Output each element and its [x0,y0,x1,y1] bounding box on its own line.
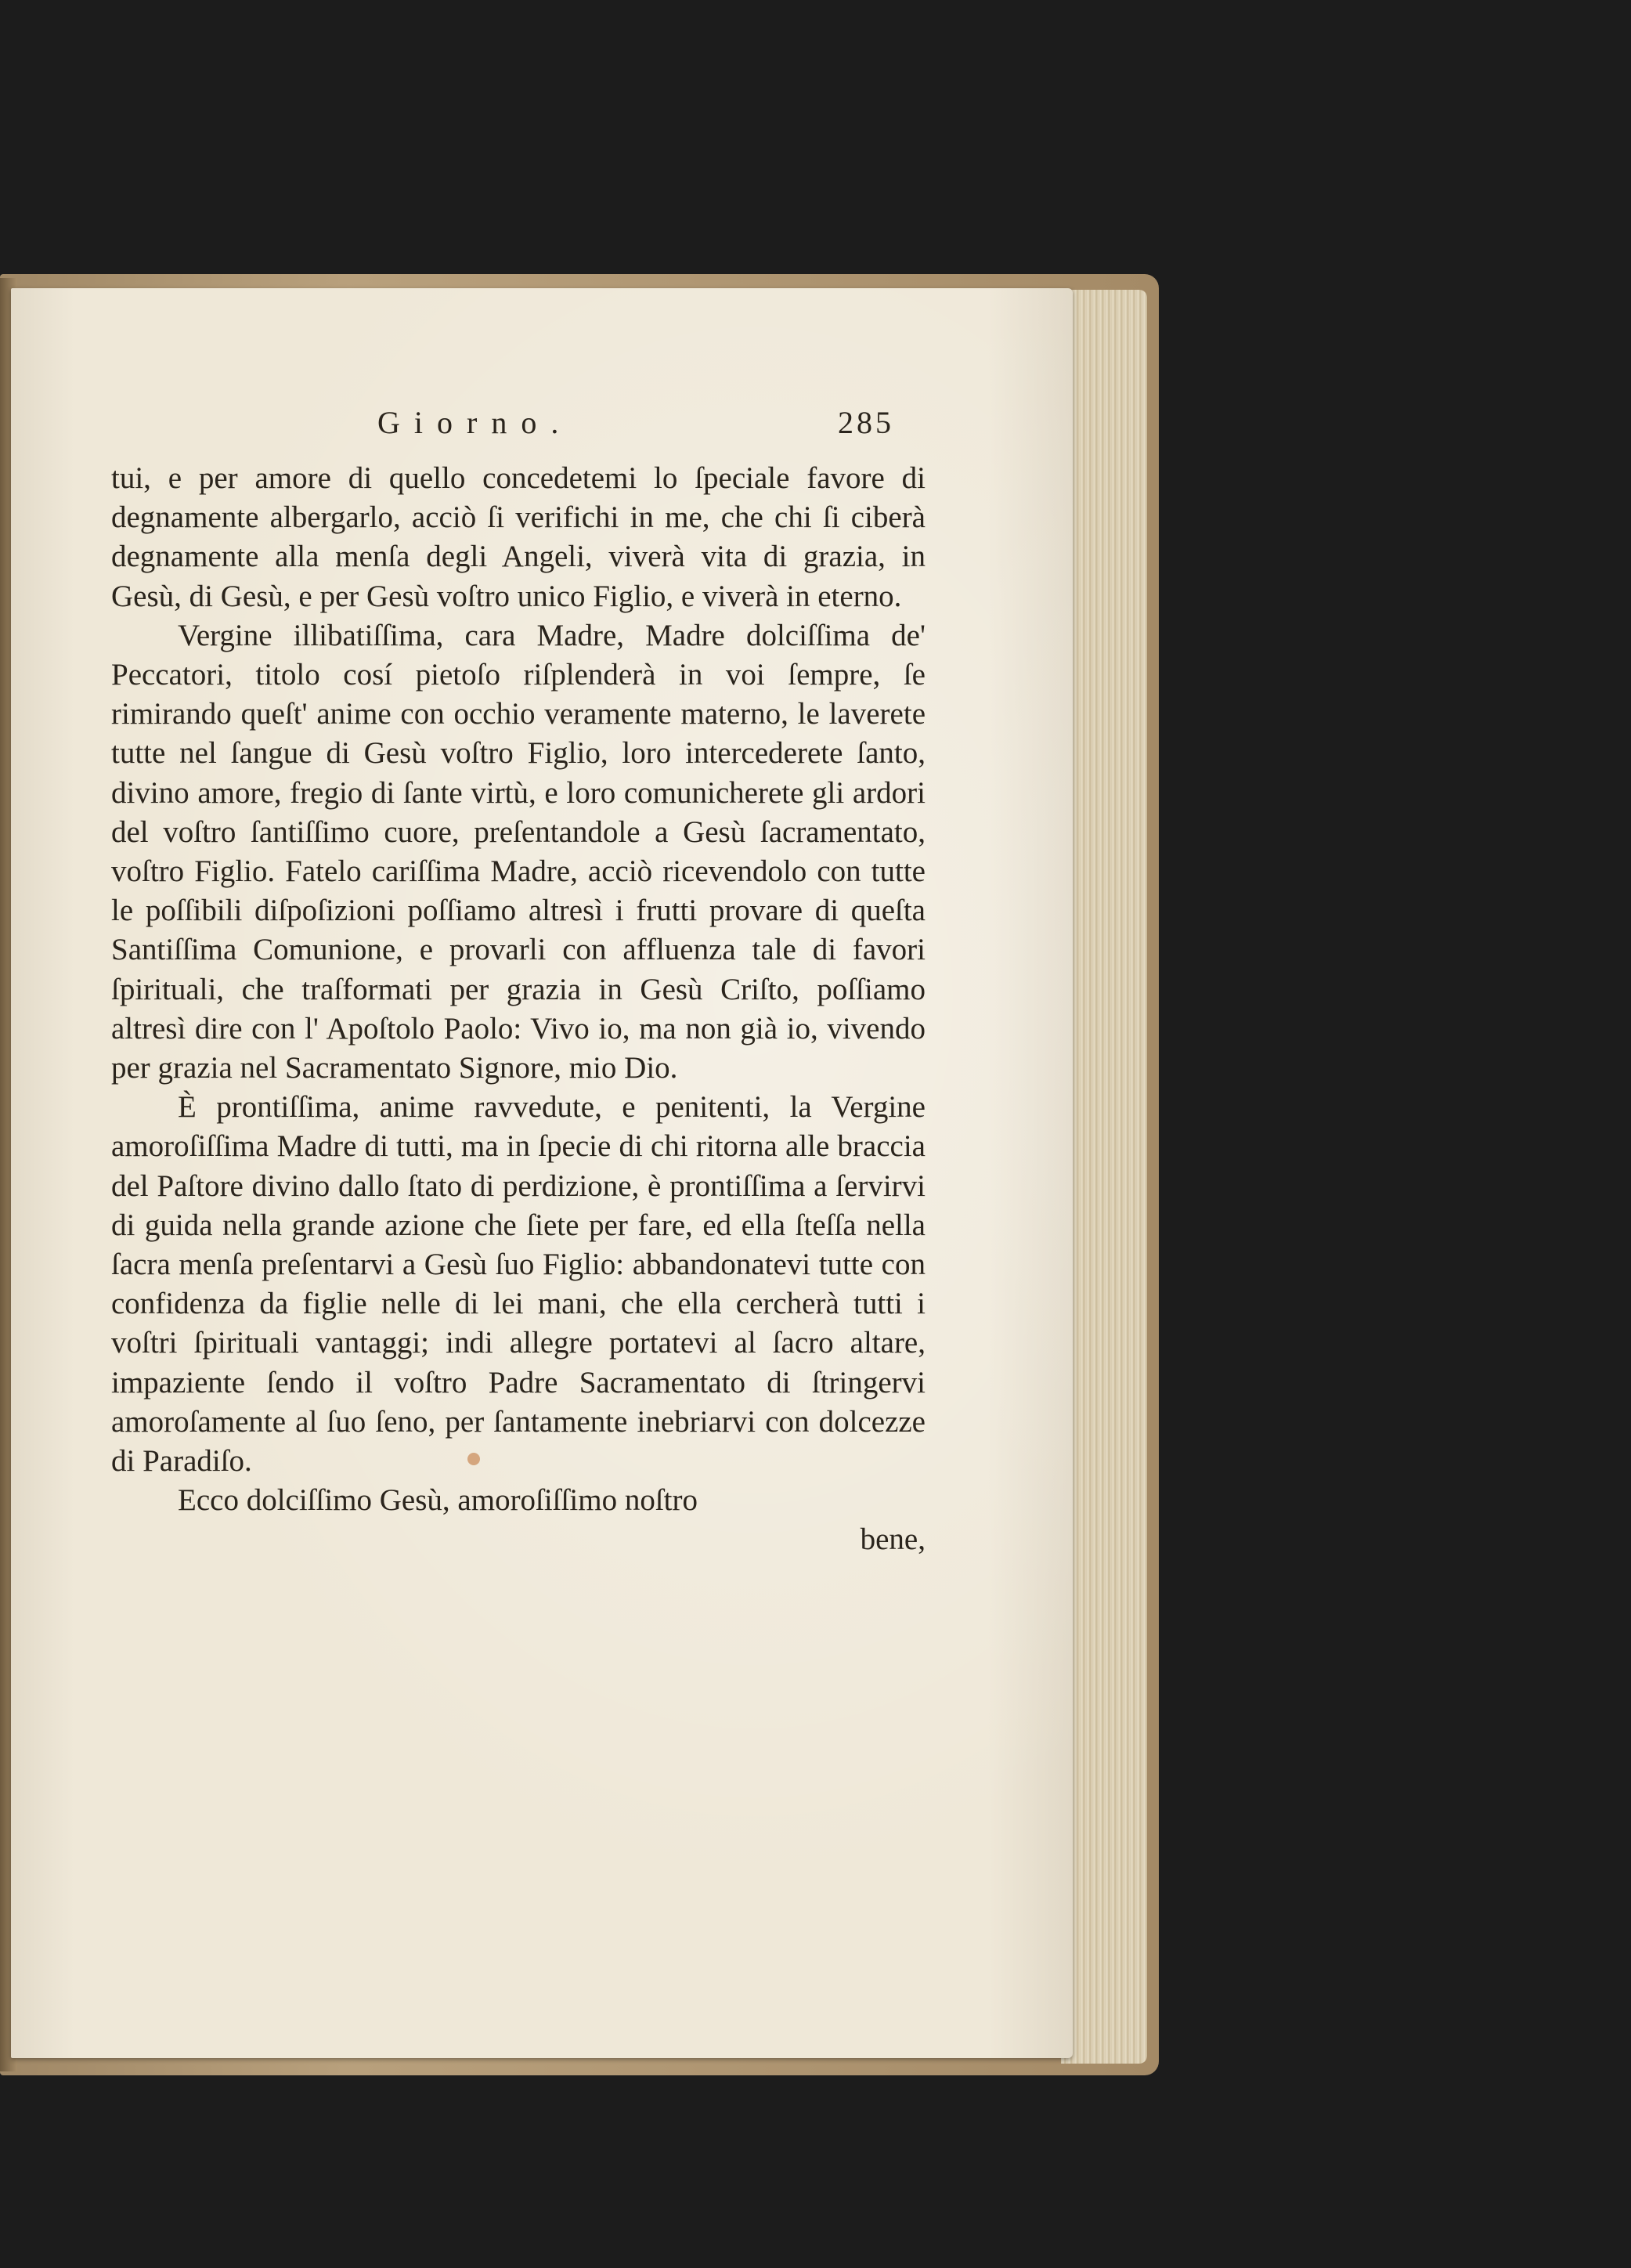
foxing-stain [467,1453,480,1465]
running-title: Giorno. [377,405,573,440]
paragraph-4: Ecco dolciſſimo Gesù, amoroſiſſimo noſtro [178,1483,698,1518]
paragraph-2: Vergine illibatiſſima, cara Madre, Madre dolciſſima de' Peccatori, titolo cosí pietoſo riſplenderà in voi ſempre, ſe rimirando queſt' anime con occhio veramente materno, le laverete tutte nel ſangue di Gesù voſtro Figlio, loro intercederete ſanto, divino amore, fregio di ſante virtù, e loro comunicherete gli ardori del voſtro ſantiſſimo cuore, preſentandole a Gesù ſacramentato, voſtro Figlio. Fatelo cariſſima Madre, acciò ricevendolo con tutte le poſſibili diſpoſizioni poſſiamo altresì i frutti provare di queſta Santiſſima Comunione, e provarli con affluenza tale di favori ſpirituali, che traſformati per grazia in Gesù Criſto, poſſiamo altresì dire con l' Apoſtolo Paolo: Vivo io, ma non già io, vivendo per grazia nel Sacramentato Signore, mio Dio. [111,618,926,1085]
page-number: 285 [838,405,894,440]
catchword-line [111,1520,926,1561]
paragraph-3: È prontiſſima, anime ravvedute, e penitenti, la Vergine amoroſiſſima Madre di tutti, ma in ſpecie di chi ritorna alle braccia del Paſtore divino dallo ſtato di perdizione, è prontiſſima a ſervirvi di guida nella grande azione che ſiete per fare, ed ella ſteſſa nella ſacra menſa preſentarvi a Gesù ſuo Figlio: abbandonatevi tutte con confidenza da figlie nelle di lei mani, che ella cercherà tutti i voſtri ſpirituali vantaggi; indi allegre portatevi al ſacro altare, impaziente ſendo il voſtro Padre Sacramentato di ſtringervi amoroſamente al ſuo ſeno, per ſantamente inebriarvi con dolcezze di Paradiſo. [111,1090,926,1479]
text-block [111,404,926,1561]
catchword: bene, [860,1522,926,1557]
page-edges [1061,290,1147,2064]
running-head [111,404,926,459]
body-text [111,459,926,1520]
book-page [11,288,1073,2058]
paragraph-1: tui, e per amore di quello concedetemi lo ſpeciale favore di degnamente albergarlo, acciò ſi verifichi in me, che chi ſi ciberà degnamente alla menſa degli Angeli, viverà vita di grazia, in Gesù, di Gesù, e per Gesù voſtro unico Figlio, e viverà in eterno. [111,461,926,613]
